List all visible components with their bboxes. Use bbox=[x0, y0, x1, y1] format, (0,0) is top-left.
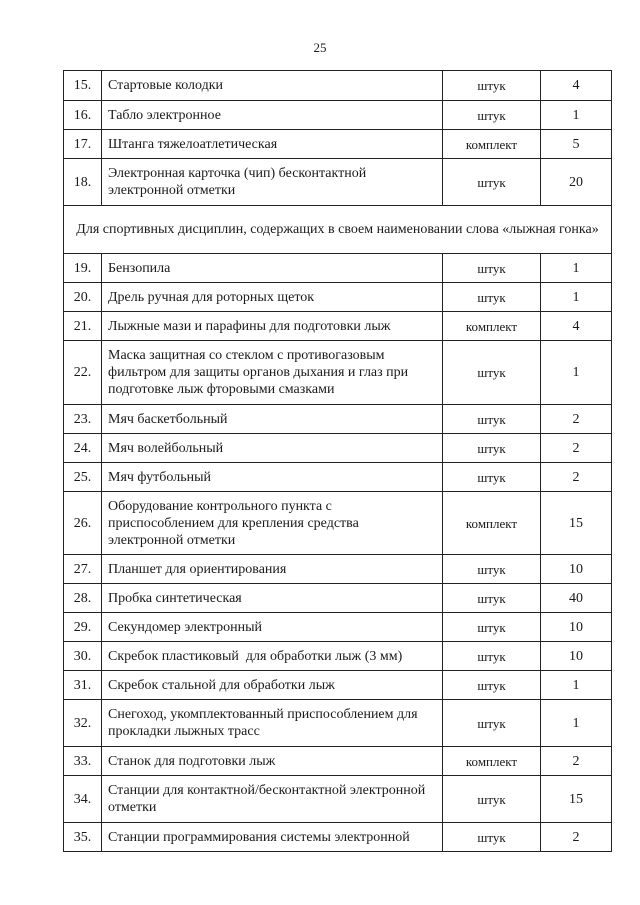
row-number: 15. bbox=[64, 71, 102, 101]
row-number: 17. bbox=[64, 130, 102, 159]
item-quantity: 15 bbox=[541, 492, 612, 555]
item-quantity: 1 bbox=[541, 283, 612, 312]
row-number: 29. bbox=[64, 613, 102, 642]
item-name: Мяч баскетбольный bbox=[102, 405, 443, 434]
item-quantity: 1 bbox=[541, 700, 612, 747]
item-name: Мяч волейбольный bbox=[102, 434, 443, 463]
table-row bbox=[64, 492, 612, 555]
item-unit: штук bbox=[443, 776, 541, 823]
item-quantity: 1 bbox=[541, 101, 612, 130]
item-quantity: 10 bbox=[541, 555, 612, 584]
item-name: Дрель ручная для роторных щеток bbox=[102, 283, 443, 312]
item-unit: штук bbox=[443, 71, 541, 101]
item-quantity: 1 bbox=[541, 671, 612, 700]
item-name: Стартовые колодки bbox=[102, 71, 443, 101]
table-row bbox=[64, 159, 612, 206]
table-row bbox=[64, 642, 612, 671]
row-number: 26. bbox=[64, 492, 102, 555]
item-quantity: 2 bbox=[541, 747, 612, 776]
item-name: Бензопила bbox=[102, 254, 443, 283]
table-row bbox=[64, 463, 612, 492]
item-unit: штук bbox=[443, 700, 541, 747]
table-row bbox=[64, 341, 612, 405]
item-unit: штук bbox=[443, 341, 541, 405]
item-name: Снегоход, укомплектованный приспособлением для прокладки лыжных трасс bbox=[102, 700, 443, 747]
item-name: Станции программирования системы электронной bbox=[102, 823, 443, 852]
row-number: 28. bbox=[64, 584, 102, 613]
item-quantity: 1 bbox=[541, 341, 612, 405]
item-unit: штук bbox=[443, 254, 541, 283]
item-unit: штук bbox=[443, 101, 541, 130]
item-unit: штук bbox=[443, 613, 541, 642]
item-unit: комплект bbox=[443, 312, 541, 341]
item-quantity: 40 bbox=[541, 584, 612, 613]
table-row bbox=[64, 434, 612, 463]
item-name: Мяч футбольный bbox=[102, 463, 443, 492]
table-row bbox=[64, 555, 612, 584]
item-quantity: 4 bbox=[541, 71, 612, 101]
item-name: Маска защитная со стеклом с противогазовым фильтром для защиты органов дыхания и глаз при подготовке лыж фторовыми смазками bbox=[102, 341, 443, 405]
table-row bbox=[64, 312, 612, 341]
item-quantity: 2 bbox=[541, 823, 612, 852]
row-number: 25. bbox=[64, 463, 102, 492]
item-name: Скребок пластиковый для обработки лыж (3 мм) bbox=[102, 642, 443, 671]
item-name: Табло электронное bbox=[102, 101, 443, 130]
row-number: 31. bbox=[64, 671, 102, 700]
item-unit: штук bbox=[443, 584, 541, 613]
item-unit: штук bbox=[443, 434, 541, 463]
table-row bbox=[64, 584, 612, 613]
item-name: Штанга тяжелоатлетическая bbox=[102, 130, 443, 159]
item-unit: штук bbox=[443, 283, 541, 312]
item-quantity: 10 bbox=[541, 642, 612, 671]
item-quantity: 15 bbox=[541, 776, 612, 823]
item-name: Секундомер электронный bbox=[102, 613, 443, 642]
item-name: Пробка синтетическая bbox=[102, 584, 443, 613]
item-quantity: 2 bbox=[541, 405, 612, 434]
row-number: 16. bbox=[64, 101, 102, 130]
item-unit: штук bbox=[443, 159, 541, 206]
row-number: 23. bbox=[64, 405, 102, 434]
row-number: 20. bbox=[64, 283, 102, 312]
item-quantity: 1 bbox=[541, 254, 612, 283]
row-number: 35. bbox=[64, 823, 102, 852]
row-number: 27. bbox=[64, 555, 102, 584]
table-row bbox=[64, 700, 612, 747]
item-unit: штук bbox=[443, 642, 541, 671]
page-number: 25 bbox=[313, 40, 327, 55]
item-unit: штук bbox=[443, 823, 541, 852]
item-quantity: 10 bbox=[541, 613, 612, 642]
equipment-table bbox=[63, 70, 612, 852]
row-number: 24. bbox=[64, 434, 102, 463]
item-quantity: 4 bbox=[541, 312, 612, 341]
table-row bbox=[64, 613, 612, 642]
item-unit: комплект bbox=[443, 747, 541, 776]
table-row bbox=[64, 254, 612, 283]
row-number: 33. bbox=[64, 747, 102, 776]
table-row bbox=[64, 747, 612, 776]
item-name: Оборудование контрольного пункта с приспособлением для крепления средства электронной отметки bbox=[102, 492, 443, 555]
item-name: Планшет для ориентирования bbox=[102, 555, 443, 584]
item-name: Лыжные мази и парафины для подготовки лыж bbox=[102, 312, 443, 341]
item-name: Станок для подготовки лыж bbox=[102, 747, 443, 776]
item-unit: штук bbox=[443, 405, 541, 434]
item-unit: штук bbox=[443, 671, 541, 700]
table-row bbox=[64, 671, 612, 700]
section-row bbox=[64, 206, 612, 254]
item-unit: штук bbox=[443, 463, 541, 492]
table-row bbox=[64, 130, 612, 159]
section-heading: Для спортивных дисциплин, содержащих в своем наименовании слова «лыжная гонка» bbox=[64, 206, 612, 254]
item-quantity: 2 bbox=[541, 434, 612, 463]
table-row bbox=[64, 405, 612, 434]
row-number: 34. bbox=[64, 776, 102, 823]
item-unit: комплект bbox=[443, 492, 541, 555]
row-number: 22. bbox=[64, 341, 102, 405]
table-row bbox=[64, 283, 612, 312]
table-row bbox=[64, 101, 612, 130]
row-number: 32. bbox=[64, 700, 102, 747]
item-quantity: 2 bbox=[541, 463, 612, 492]
table-row bbox=[64, 776, 612, 823]
item-unit: комплект bbox=[443, 130, 541, 159]
item-name: Станции для контактной/бесконтактной электронной отметки bbox=[102, 776, 443, 823]
row-number: 19. bbox=[64, 254, 102, 283]
item-quantity: 20 bbox=[541, 159, 612, 206]
table-row bbox=[64, 823, 612, 852]
row-number: 18. bbox=[64, 159, 102, 206]
item-quantity: 5 bbox=[541, 130, 612, 159]
item-unit: штук bbox=[443, 555, 541, 584]
item-name: Скребок стальной для обработки лыж bbox=[102, 671, 443, 700]
row-number: 30. bbox=[64, 642, 102, 671]
item-name: Электронная карточка (чип) бесконтактной электронной отметки bbox=[102, 159, 443, 206]
row-number: 21. bbox=[64, 312, 102, 341]
table-row bbox=[64, 71, 612, 101]
